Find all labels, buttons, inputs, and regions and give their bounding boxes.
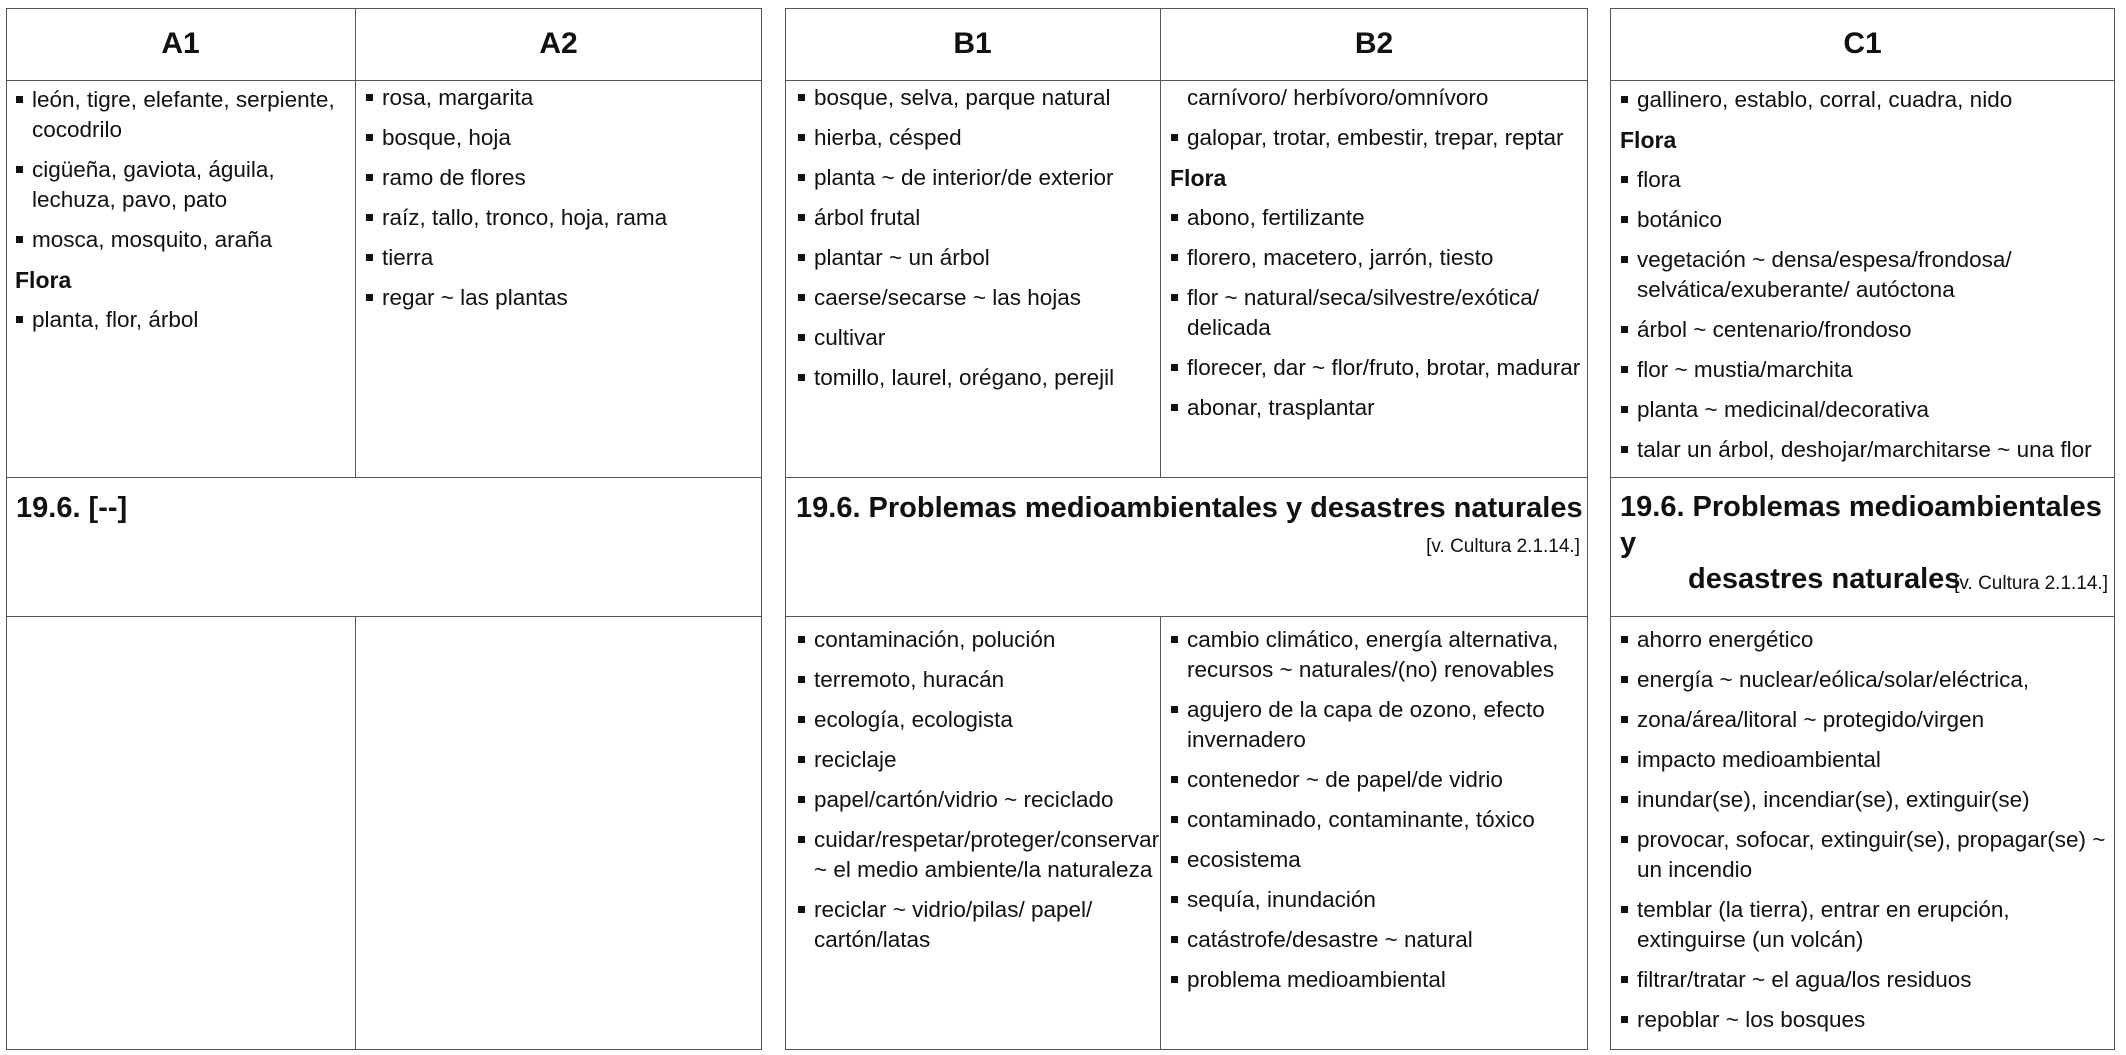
cell-c1-top <box>1620 85 2110 475</box>
list-item: florecer, dar ~ flor/fruto, brotar, madurar <box>1170 353 1582 383</box>
list-item: rosa, margarita <box>365 83 755 113</box>
list-item: zona/área/litoral ~ protegido/virgen <box>1620 705 2110 735</box>
section-title-c-line2: desastres naturales <box>1688 563 1961 595</box>
section-title-b: 19.6. Problemas medioambientales y desastres naturales <box>796 492 1583 524</box>
header-b2: B2 <box>1354 27 1394 60</box>
list-item: raíz, tallo, tronco, hoja, rama <box>365 203 755 233</box>
subheading-flora: Flora <box>15 267 72 293</box>
list-item: sequía, inundación <box>1170 885 1584 915</box>
list-item: cuidar/respetar/proteger/conservar ~ el medio ambiente/la naturaleza <box>797 825 1157 885</box>
list-item: reciclaje <box>797 745 1157 775</box>
list-item: filtrar/tratar ~ el agua/los residuos <box>1620 965 2110 995</box>
list-item: energía ~ nuclear/eólica/solar/eléctrica, <box>1620 665 2110 695</box>
list-item: problema medioambiental <box>1170 965 1584 995</box>
list-b1-bottom <box>797 625 1160 955</box>
list-item: terremoto, huracán <box>797 665 1157 695</box>
cell-b1-bottom <box>797 625 1160 965</box>
rule-b-section-top <box>785 477 1588 478</box>
list-item: plantar ~ un árbol <box>797 243 1155 273</box>
cell-b1-top <box>797 83 1155 403</box>
list-item: árbol frutal <box>797 203 1155 233</box>
list-item: planta ~ medicinal/decorativa <box>1620 395 2110 425</box>
subheading-flora: Flora <box>1170 165 1227 191</box>
list-item: flora <box>1620 165 2110 195</box>
list-item: botánico <box>1620 205 2110 235</box>
rule-a-section-bottom <box>6 616 762 617</box>
list-b1-top <box>797 83 1155 393</box>
list-a2-top <box>365 83 755 313</box>
list-b2-bottom <box>1170 625 1584 995</box>
list-item: papel/cartón/vidrio ~ reciclado <box>797 785 1157 815</box>
header-a2: A2 <box>539 27 578 60</box>
list-item: ecosistema <box>1170 845 1584 875</box>
list-item: planta ~ de interior/de exterior <box>797 163 1155 193</box>
list-item: cigüeña, gaviota, águila, lechuza, pavo, pato <box>15 155 350 215</box>
section-title-c-line1: 19.6. Problemas medioambientales y <box>1620 491 2102 559</box>
list-item: contaminación, polución <box>797 625 1157 655</box>
list-item: flor ~ natural/seca/silvestre/exótica/ delicada <box>1170 283 1582 343</box>
list-item: gallinero, establo, corral, cuadra, nido <box>1620 85 2110 115</box>
divider-b-bottom <box>1160 616 1161 1050</box>
list-item: temblar (la tierra), entrar en erupción, extinguirse (un volcán) <box>1620 895 2110 955</box>
cell-b2-top <box>1170 83 1582 433</box>
divider-a-bottom <box>355 616 356 1050</box>
list-item: abono, fertilizante <box>1170 203 1582 233</box>
rule-b-header <box>785 80 1588 81</box>
list-item: contaminado, contaminante, tóxico <box>1170 805 1584 835</box>
header-a1: A1 <box>161 27 200 60</box>
rule-a-section-top <box>6 477 762 478</box>
header-b1: B1 <box>953 27 992 60</box>
header-c1: C1 <box>1843 27 1882 60</box>
rule-c-section-bottom <box>1610 616 2115 617</box>
list-item: abonar, trasplantar <box>1170 393 1582 423</box>
list-item: árbol ~ centenario/frondoso <box>1620 315 2110 345</box>
rule-a-header <box>6 80 762 81</box>
list-item: inundar(se), incendiar(se), extinguir(se) <box>1620 785 2110 815</box>
list-item: catástrofe/desastre ~ natural <box>1170 925 1584 955</box>
rule-c-section-top <box>1610 477 2115 478</box>
list-item: león, tigre, elefante, serpiente, cocodrilo <box>15 85 350 145</box>
section-ref-b: [v. Cultura 2.1.14.] <box>1426 536 1580 557</box>
list-item: planta, flor, árbol <box>15 305 350 335</box>
list-item: impacto medioambiental <box>1620 745 2110 775</box>
list-item: caerse/secarse ~ las hojas <box>797 283 1155 313</box>
list-item: vegetación ~ densa/espesa/frondosa/ selvática/exuberante/ autóctona <box>1620 245 2110 305</box>
section-ref-c: [v. Cultura 2.1.14.] <box>1954 573 2108 594</box>
list-item: bosque, selva, parque natural <box>797 83 1155 113</box>
list-c1-top <box>1620 85 2110 465</box>
list-item: flor ~ mustia/marchita <box>1620 355 2110 385</box>
list-item: provocar, sofocar, extinguir(se), propagar(se) ~ un incendio <box>1620 825 2110 885</box>
list-item: repoblar ~ los bosques <box>1620 1005 2110 1035</box>
cell-a1-top <box>15 85 350 345</box>
list-item: hierba, césped <box>797 123 1155 153</box>
list-item: reciclar ~ vidrio/pilas/ papel/ cartón/latas <box>797 895 1157 955</box>
subheading-flora: Flora <box>1620 127 1677 153</box>
list-a1-top <box>15 85 350 335</box>
list-item: mosca, mosquito, araña <box>15 225 350 255</box>
cell-c1-bottom <box>1620 625 2110 1045</box>
list-item: ahorro energético <box>1620 625 2110 655</box>
list-item: tomillo, laurel, orégano, perejil <box>797 363 1155 393</box>
list-item: cambio climático, energía alternativa, recursos ~ naturales/(no) renovables <box>1170 625 1584 685</box>
rule-b-section-bottom <box>785 616 1588 617</box>
list-item: ramo de flores <box>365 163 755 193</box>
list-item: bosque, hoja <box>365 123 755 153</box>
list-item: galopar, trotar, embestir, trepar, reptar <box>1170 123 1582 153</box>
list-item: tierra <box>365 243 755 273</box>
list-item: agujero de la capa de ozono, efecto invernadero <box>1170 695 1584 755</box>
list-c1-bottom <box>1620 625 2110 1035</box>
section-title-a: 19.6. [--] <box>16 492 128 524</box>
rule-c-header <box>1610 80 2115 81</box>
cell-a2-top <box>365 83 755 323</box>
cell-b2-bottom <box>1170 625 1584 1005</box>
list-item: carnívoro/ herbívoro/omnívoro <box>1187 85 1489 110</box>
list-item: ecología, ecologista <box>797 705 1157 735</box>
list-item: contenedor ~ de papel/de vidrio <box>1170 765 1584 795</box>
list-item: talar un árbol, deshojar/marchitarse ~ una flor <box>1620 435 2110 465</box>
list-item: regar ~ las plantas <box>365 283 755 313</box>
list-item: cultivar <box>797 323 1155 353</box>
list-item: florero, macetero, jarrón, tiesto <box>1170 243 1582 273</box>
list-b2-top <box>1170 83 1582 423</box>
